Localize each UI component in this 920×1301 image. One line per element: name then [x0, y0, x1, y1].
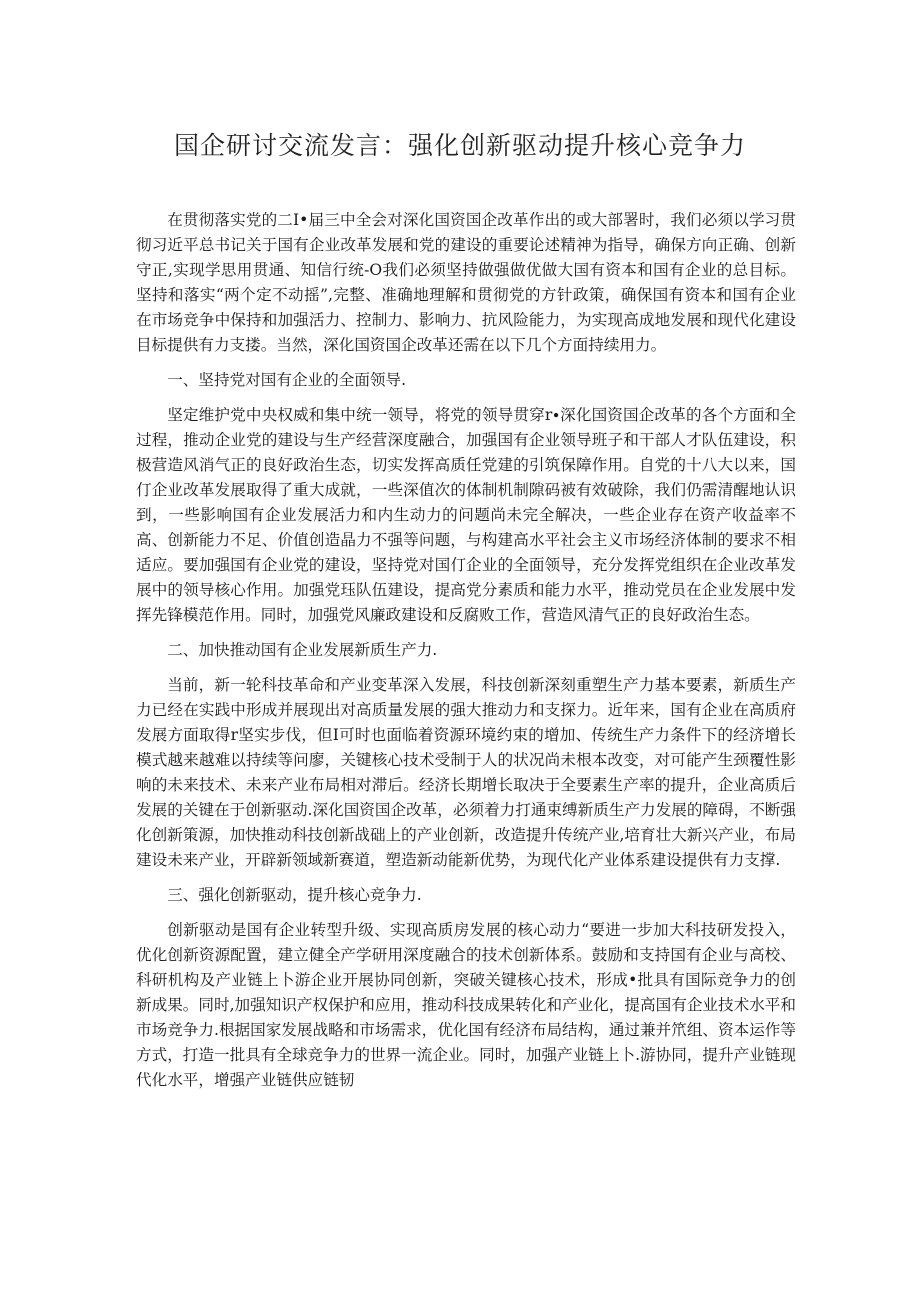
article-body	[136, 208, 796, 1103]
section-heading-2: 二、加快推动国有企业发展新质生产力.	[167, 641, 438, 659]
paragraph-intro: 在贯彻落实党的二I•届三中全会对深化国资国企改革作出的或大部署时，我们必须以学习贯彻习近平总书记关于国有企业改革发展和党的建设的重要论述精神为指导，确保方向正确、创新守正,实现学思用贯通、知信行统-O我们必须坚持做强做优做大国有资本和国有企业的总目标。坚持和落实“两个定不动摇”,完整、准确地理解和贯彻党的方针政策，确保国有资本和国有企业在市场竞争中保持和加强活力、控制力、影响力、抗风险能力，为实现高成地发展和现代化建设目标提供有力支搂。当然，深化国资国企改革还需在以下几个方面持续用力。	[136, 211, 796, 354]
page-title: 国企研讨交流发言：强化创新驱动提升核心竞争力	[173, 131, 746, 160]
section-heading-3: 三、强化创新驱动，提升核心竞争力.	[167, 886, 422, 904]
paragraph-section-1: 坚定维护党中央权威和集中统一领导，将党的领导贯穿r∙深化国资国企改革的各个方面和全过程，推动企业党的建设与生产经营深度融合，加强国有企业领导班子和干部人才队伍建设，积极营造风消气正的良好政治生态，切实发挥高质任党建的引筑保障作用。自党的十八大以来，国仃企业改革发展取得了重大成就，一些深值次的体制机制隙码被有效破除，我们仍需清醒地认识到，一些影响国有企业发展活力和内生动力的问题尚未完全解决，一些企业存在资产收益率不高、创新能力不足、价值创造晶力不强等问题，与构建高水平社会主义市场经济体制的要求不相适应。要加强国有企业党的建设，坚持党对国仃企业的全面领导，充分发挥党组织在企业改革发展中的领导核心作用。加强党珏队伍建设，提高党分素质和能力水平，推动党员在企业发展中发挥先锋模范作用。同时，加强党风廉政建设和反腐败工作，营造风清气正的良好政治生态。	[136, 406, 796, 624]
section-heading-1: 一、坚持党对国有企业的全面领导.	[167, 371, 407, 389]
paragraph-section-2: 当前，新一轮科技革命和产业变革深入发展，科技创新深刻重塑生产力基本要素，新质生产力已经在实践中形成并展现出对高质量发展的强大推动力和支探力。近年来，国有企业在高质府发展方面取得r坚实步伐，但I可时也面临着资源环境约束的增加、传统生产力条件下的经济增长模式越来越难以持续等问廖，关键核心技术受制于人的状况尚未根本改变，对可能产生颈覆性影响的未来技术、未来产业布局相对滞后。经济长期增长取决于全要素生产率的提升，企业高质后发展的关键在于创新驱动.深化国资国企改革，必须着力打通束缚新质生产力发展的障碍，不断强化创新策源，加快推动科技创新战础上的产业创新，改造提升传统产业,培育壮大新兴产业，布局建设未来产业，开辟新领域新赛道，塑造新动能新优势，为现代化产业体系建设提供有力支撑.	[136, 676, 796, 869]
paragraph-section-3: 创新驱动是国有企业转型升级、实现高质房发展的核心动力“要进一步加大科技研发投入，优化创新资源配置，建立健全产学研用深度融合的技术创新体系。鼓励和支持国有企业与高校、科研机构及产业链上卜游企业开展协同创新，突破关键核心技术，形成•批具有国际竞争力的创新成果。同时,加强知识产权保护和应用，推动科技成果转化和产业化，提高国有企业技术水平和市场竞争力.根据国家发展战略和市场需求，优化国有经济布局结构，通过兼并笊组、资本运作等方式，打造一批具有全球竞争力的世界一流企业。同时，加强产业链上卜.游协同，提升产业链现代化水平，增强产业链供应链韧	[136, 921, 796, 1089]
